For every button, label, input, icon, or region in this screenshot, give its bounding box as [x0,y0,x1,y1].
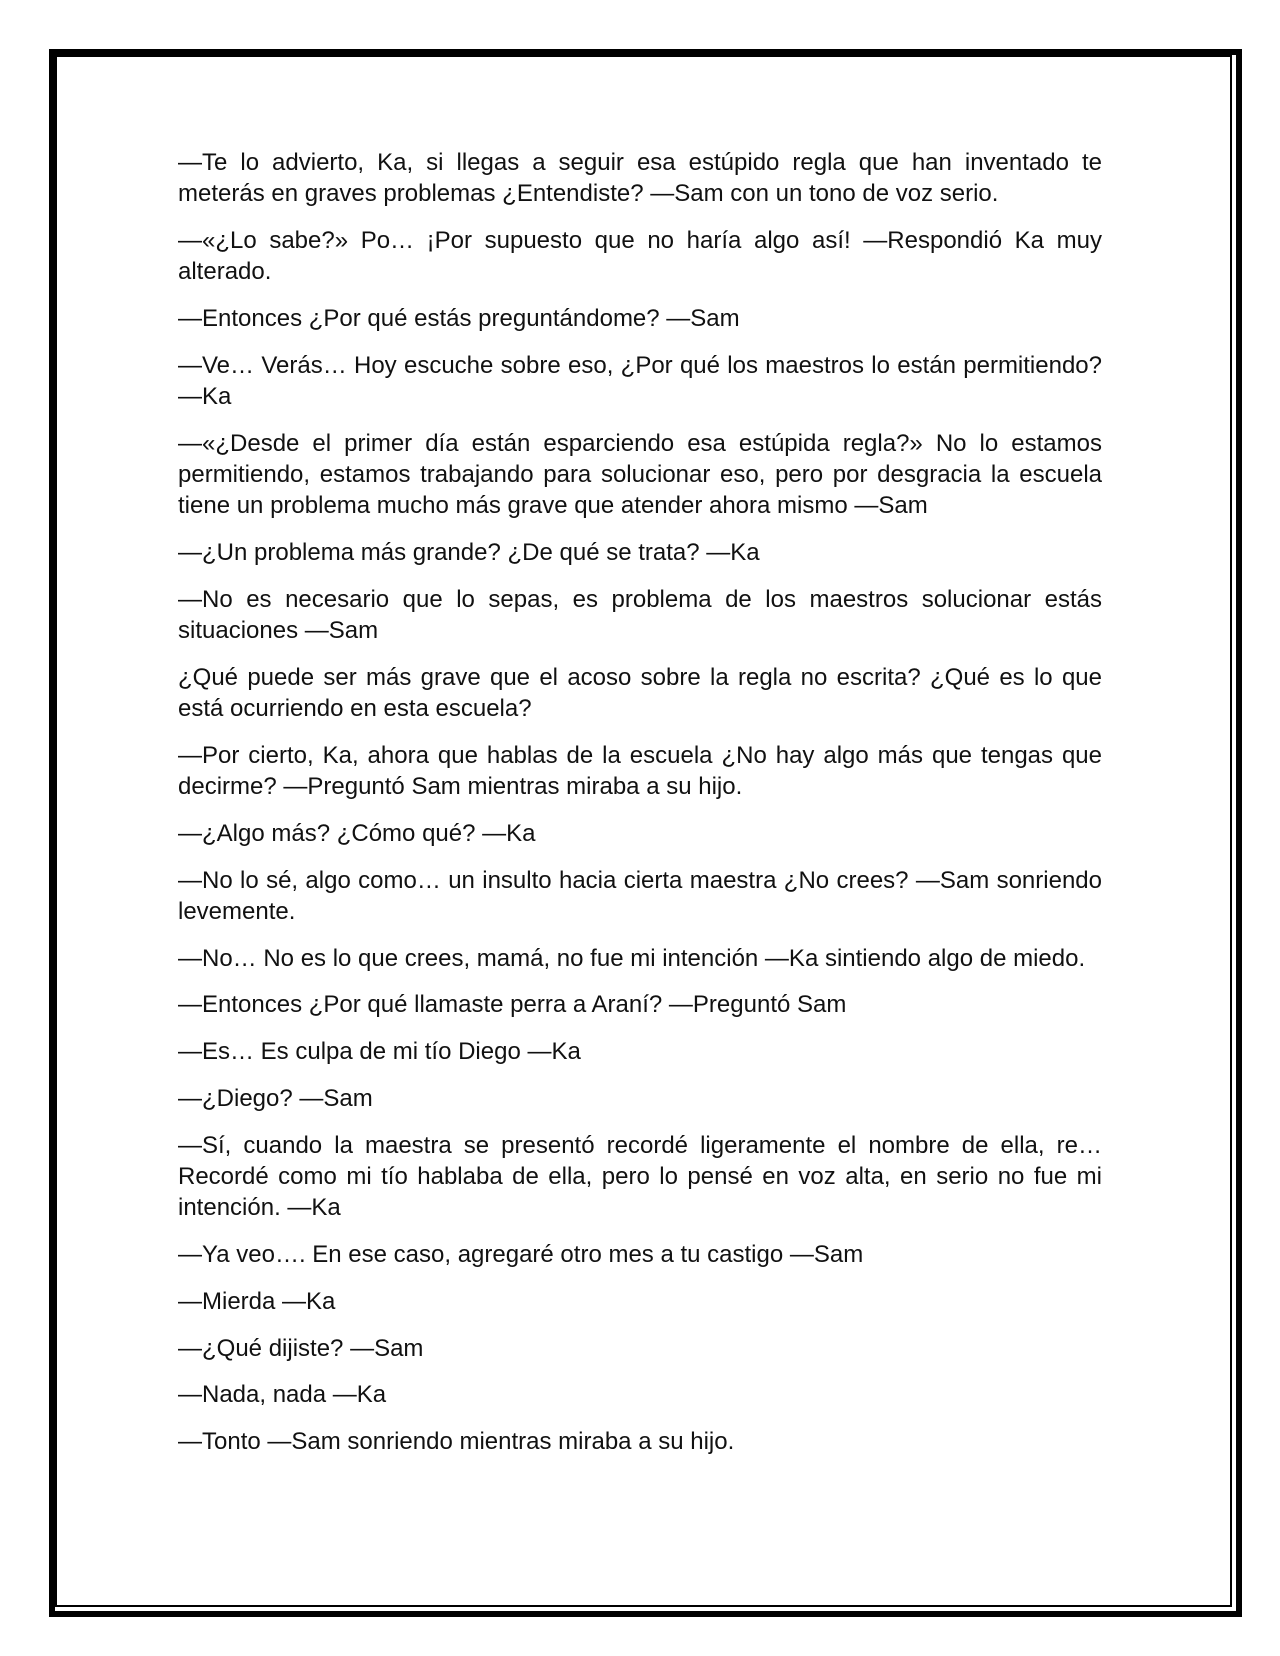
paragraph: —¿Algo más? ¿Cómo qué? —Ka [178,819,536,847]
paragraph: —¿Un problema más grande? ¿De qué se trata? —Ka [178,539,760,566]
paragraph: —¿Qué dijiste? —Sam [178,1334,424,1362]
paragraph: —Nada, nada —Ka [178,1381,387,1409]
paragraph: —Te lo advierto, Ka, si llegas a seguir esa estúpido regla que han inventado te meterás en graves problemas ¿Entendiste? —Sam con un tono de voz serio. [178,149,1102,208]
paragraph: —No… No es lo que crees, mamá, no fue mi intención —Ka sintiendo algo de miedo. [178,944,1086,972]
paragraph: —«¿Desde el primer día están esparciendo esa estúpida regla?» No lo estamos permitiendo, estamos trabajando para solucionar eso, pero por desgracia la escuela tiene un problema mucho más grave que atender ahora mismo —Sam [178,429,1102,520]
paragraph: —No es necesario que lo sepas, es problema de los maestros solucionar estás situaciones —Sam [178,585,1102,644]
paragraph: ¿Qué puede ser más grave que el acoso sobre la regla no escrita? ¿Qué es lo que está ocurriendo en esta escuela? [178,663,1102,722]
paragraph: —Ve… Verás… Hoy escuche sobre eso, ¿Por qué los maestros lo están permitiendo? —Ka [178,351,1102,410]
paragraph: —Tonto —Sam sonriendo mientras miraba a su hijo. [178,1428,735,1456]
paragraph: —¿Diego? —Sam [178,1084,373,1112]
paragraph: —Entonces ¿Por qué llamaste perra a Araní? —Preguntó Sam [178,991,847,1019]
paragraph: —Sí, cuando la maestra se presentó recordé ligeramente el nombre de ella, re… Recordé como mi tío hablaba de ella, pero lo pensé en voz alta, en serio no fue mi intención. —Ka [178,1131,1102,1222]
paragraph: —Ya veo…. En ese caso, agregaré otro mes a tu castigo —Sam [178,1240,864,1268]
paragraph: —No lo sé, algo como… un insulto hacia cierta maestra ¿No crees? —Sam sonriendo levemente. [178,866,1102,925]
paragraph: —Es… Es culpa de mi tío Diego —Ka [178,1038,581,1066]
document-body [178,147,1102,1473]
paragraph: —Mierda —Ka [178,1287,336,1315]
paragraph: —Por cierto, Ka, ahora que hablas de la escuela ¿No hay algo más que tengas que decirme? —Preguntó Sam mientras miraba a su hijo. [178,741,1102,800]
paragraph: —Entonces ¿Por qué estás preguntándome? —Sam [178,305,740,332]
paragraph: —«¿Lo sabe?» Po… ¡Por supuesto que no haría algo así! —Respondió Ka muy alterado. [178,227,1102,286]
